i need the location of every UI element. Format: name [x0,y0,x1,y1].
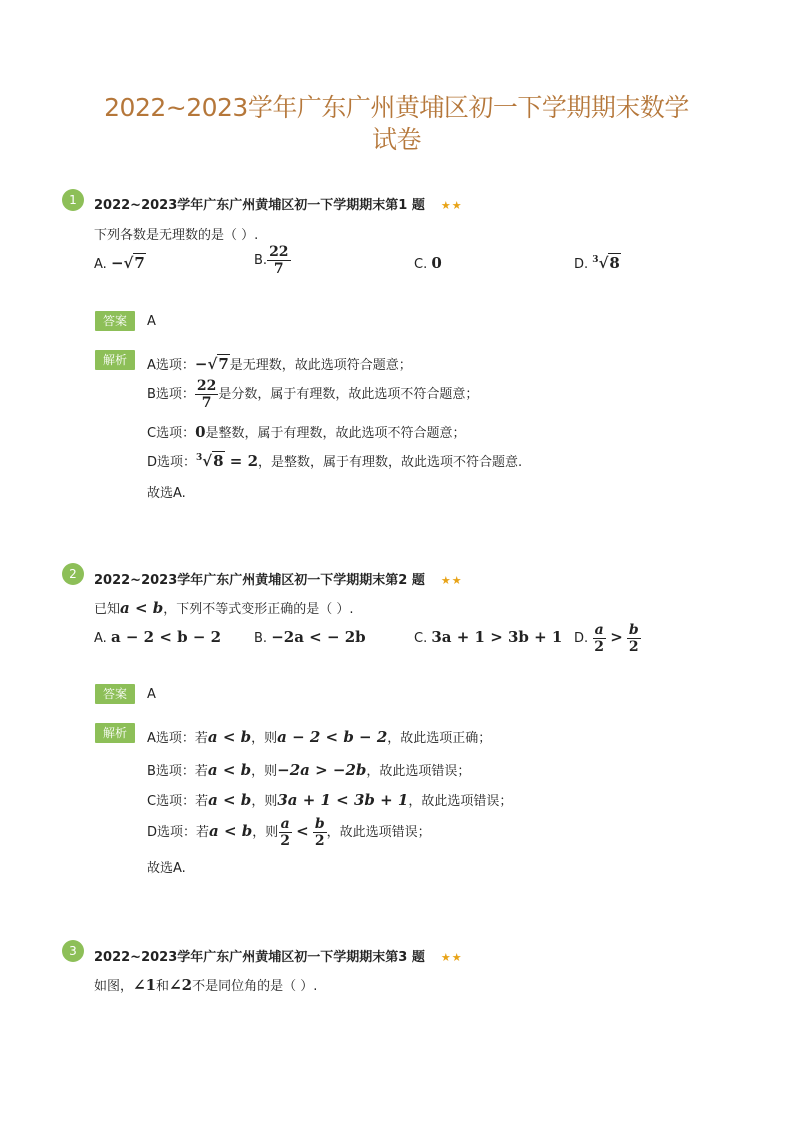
fraction: $\frac{22}{7}$ [269,244,289,277]
question-stem: 已知a < b，下列不等式变形正确的是（ ）. [94,599,354,617]
question-number-badge: 1 [62,189,84,211]
analysis-tag: 解析 [95,723,135,743]
title-line-1: 2022~2023学年广东广州黄埔区初一下学期期末数学 [104,93,689,122]
answer-value: A [147,314,156,329]
option-d: D. $\frac{a}{2}$ > $\frac{b}{2}$ [574,622,639,655]
option-label: D. [574,631,589,646]
option-label: B. [254,631,268,646]
option-b [254,244,291,277]
option-a [94,254,146,272]
analysis-tag: 解析 [95,350,135,370]
option-b [254,628,366,646]
analysis-line: C选项：0是整数，属于有理数，故此选项不符合题意； [147,423,466,441]
difficulty-stars: ★★ [440,951,463,964]
question-source: 2022~2023学年广东广州黄埔区初一下学期期末第2 题 [94,573,425,588]
answer-tag: 答案 [95,311,135,331]
question-source: 2022~2023学年广东广州黄埔区初一下学期期末第1 题 [94,198,425,213]
question-header [94,194,463,213]
option-c [414,254,442,272]
analysis-line: D选项：若a < b，则 $\frac{a}{2}$ < $\frac{b}{2}$ ，故此选项错误； [147,816,431,849]
analysis-line: C选项：若a < b，则3a + 1 < 3b + 1，故此选项错误； [147,791,513,809]
answer-value: A [147,687,156,702]
option-c [414,628,562,646]
option-label: C. [414,631,428,646]
title-line-2: 试卷 [371,125,421,154]
question-stem: 如图，∠1和∠2不是同位角的是（ ）. [94,976,318,994]
option-label: C. [414,257,428,272]
analysis-line: A选项：若a < b，则a − 2 < b − 2，故此选项正确； [147,728,492,746]
option-math: 0 [431,254,442,272]
question-header [94,946,463,965]
option-d [574,254,621,272]
option-label: A. [94,631,107,646]
document-title [40,92,753,156]
option-math: a − 2 < b − 2 [110,628,222,646]
option-math: 3a + 1 > 3b + 1 [431,628,563,646]
option-label: A. [94,257,107,272]
analysis-line: B选项：若a < b，则−2a > −2b，故此选项错误； [147,761,471,779]
option-math: −√7 [110,254,145,272]
question-number-badge: 2 [62,563,84,585]
question-stem: 下列各数是无理数的是（ ）. [94,228,259,243]
question-header [94,569,463,588]
analysis-line: B选项： $\frac{22}{7}$ 是分数，属于有理数，故此选项不符合题意； [147,378,479,411]
difficulty-stars: ★★ [440,574,463,587]
option-label: D. [574,257,589,272]
analysis-conclusion: 故选A. [147,861,186,876]
question-number-badge: 3 [62,940,84,962]
analysis-conclusion: 故选A. [147,486,186,501]
analysis-line: D选项：$^3$√8 = 2，是整数，属于有理数，故此选项不符合题意. [147,452,523,470]
answer-tag: 答案 [95,684,135,704]
question-source: 2022~2023学年广东广州黄埔区初一下学期期末第3 题 [94,950,425,965]
option-math: −2a < − 2b [271,628,366,646]
option-a [94,628,221,646]
option-label: B. [254,253,268,268]
option-math: $^3$√8 [592,254,620,272]
analysis-line: A选项：−√7是无理数，故此选项符合题意； [147,355,412,373]
difficulty-stars: ★★ [440,199,463,212]
